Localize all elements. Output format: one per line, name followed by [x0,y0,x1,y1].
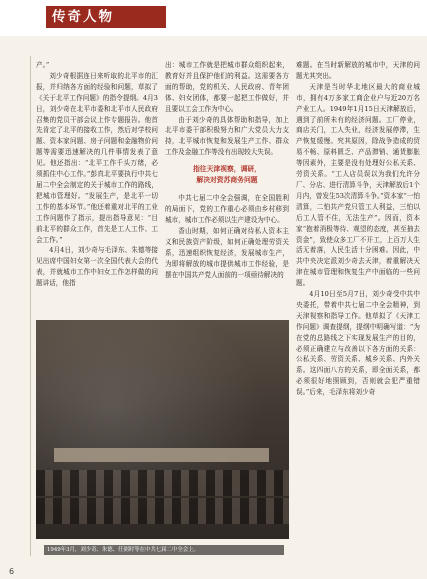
right-column-paragraph: 天津是当时华北地区最大的商业城市，拥有4万多家工商企业户与近20万名产业工人。1949年1月15日天津解放后，遇到了前所未有的经济问题。工厂停业，商店关门，工人失业，经济发展停滞，生产恢复缓慢。究其原因，除战争造成的贸易不畅、原料匮乏、产品滞销、通货膨胀等因素外，主要是没有处理好公私关系、劳资关系。“工人店员误以为我们允许分厂、分店、进行清算斗争，天津解放后1个月内，曾发生53次清算斗争。”资本家“一怕清算，二怕共产党只管工人利益，三怕以后工人管不住，无法生产”。因而，资本家“抱着消极等待、观望的态度，甚至抽去资金”，致使众多工厂不开工，上百万人生活无着落，人民生活十分困难。因此，中共中央决定派刘少奇去天津，着重解决天津在城市管理和恢复生产中面临的一些问题。 [296,82,420,288]
photo-caption: 1949年3月，刘少奇、朱德、任弼时等在中共七届二中全会上。 [44,545,284,555]
photo-figures-row-1 [36,470,289,496]
left-column-paragraph: 产。” [36,61,50,69]
column-right [296,60,420,398]
column-middle-top [165,60,289,158]
left-column-paragraph: 刘少奇根据连日来听取的北平市的汇报，并归纳各方面的经验和问题，草拟了《关于北平工作问题》的指令提纲。4月3日，刘少奇在北平市委和北平市人民政府召集的党员干部会议上作专题报告。他首先肯定了北平的接收工作，然后对学校问题、资本家问题、房子问题和金融物价问题等需要迅速解决的几件事情发表了意见。他还指出：“北平工作千头万绪，必须抓住中心工作。”彭真北平要执行中共七届二中全会制定的关于城市工作的路线，把城市管理好。“发展生产，是北平一切工作的基本环节。”他还着重对北平的工业工作问题作了指示，提出指导意见：“目前北平的群众工作，首先是工人工作、工会工作。” [36,71,158,244]
subheading-line-1: 指往天津视察，调研， [193,165,261,174]
page-number: 6 [9,567,15,576]
column-left [36,60,158,289]
photo-figures-row-2 [36,498,289,524]
column-middle [165,60,289,280]
header-band [0,0,427,36]
middle-column-paragraph: 中共七届二中全会强调，在全国胜利的局面下，党的工作重心必须由乡村移到城市，城市工作必须以生产建设为中心。 [165,194,289,224]
left-margin-rule [30,56,31,556]
photo-table [54,448,269,462]
subheading-line-2: 解决对资苏商务问题 [196,175,258,184]
left-column-paragraph: 4月4日，刘少奇与毛泽东、朱德等接见出席中国妇女第一次全国代表大会的代表，并就城市工作中妇女工作怎样做的问题讲话，他指 [36,246,158,288]
right-column-paragraph: 4月10日至5月7日，刘少奇受中共中央委托，带着中共七届二中全会精神，到天津视察和指导工作。他草拟了《天津工作问题》调查提纲，提纲中明确写道：“为在党的总路线之下实现发展生产的目的，必须正确建立与改善以下各方面的关系：公私关系、劳资关系、城乡关系、内外关系。这四面八方的关系，即全面关系，都必须很好地照顾到，否则就会犯严重错误。”后来，毛泽东将刘少奇 [296,290,420,397]
column-middle-bottom [165,193,289,280]
middle-column-paragraph: 香山时期，如何正确对待私人资本主义和民族资产阶级，如何正确处理劳资关系，迅速组织恢复经济，发展城市生产，为即将解放的城市提供城市工作经验，是摆在中国共产党人面前的一项亟待解决的 [165,226,289,279]
middle-column-paragraph: 出：城市工作就是把城市群众组织起来，教育好并且保护他们的利益。这需要各方面的帮助，党的机关、人民政府、青年团体、妇女团体，都要一起把工作做好，并且要以工会工作为中心。 [165,61,289,113]
historical-photo [36,320,289,539]
right-column-paragraph: 难题。在当时新解放的城市中，天津的问题尤其突出。 [296,61,420,80]
middle-column-paragraph: 由于刘少奇的具体帮助和指导，加上北平市委干部积极努力和广大党员大力支持，北平城市恢复和发展生产工作、群众工作及金融工作等没有出现较大失误。 [165,115,289,157]
section-title: 传奇人物 [52,9,114,25]
subheading [165,164,289,185]
